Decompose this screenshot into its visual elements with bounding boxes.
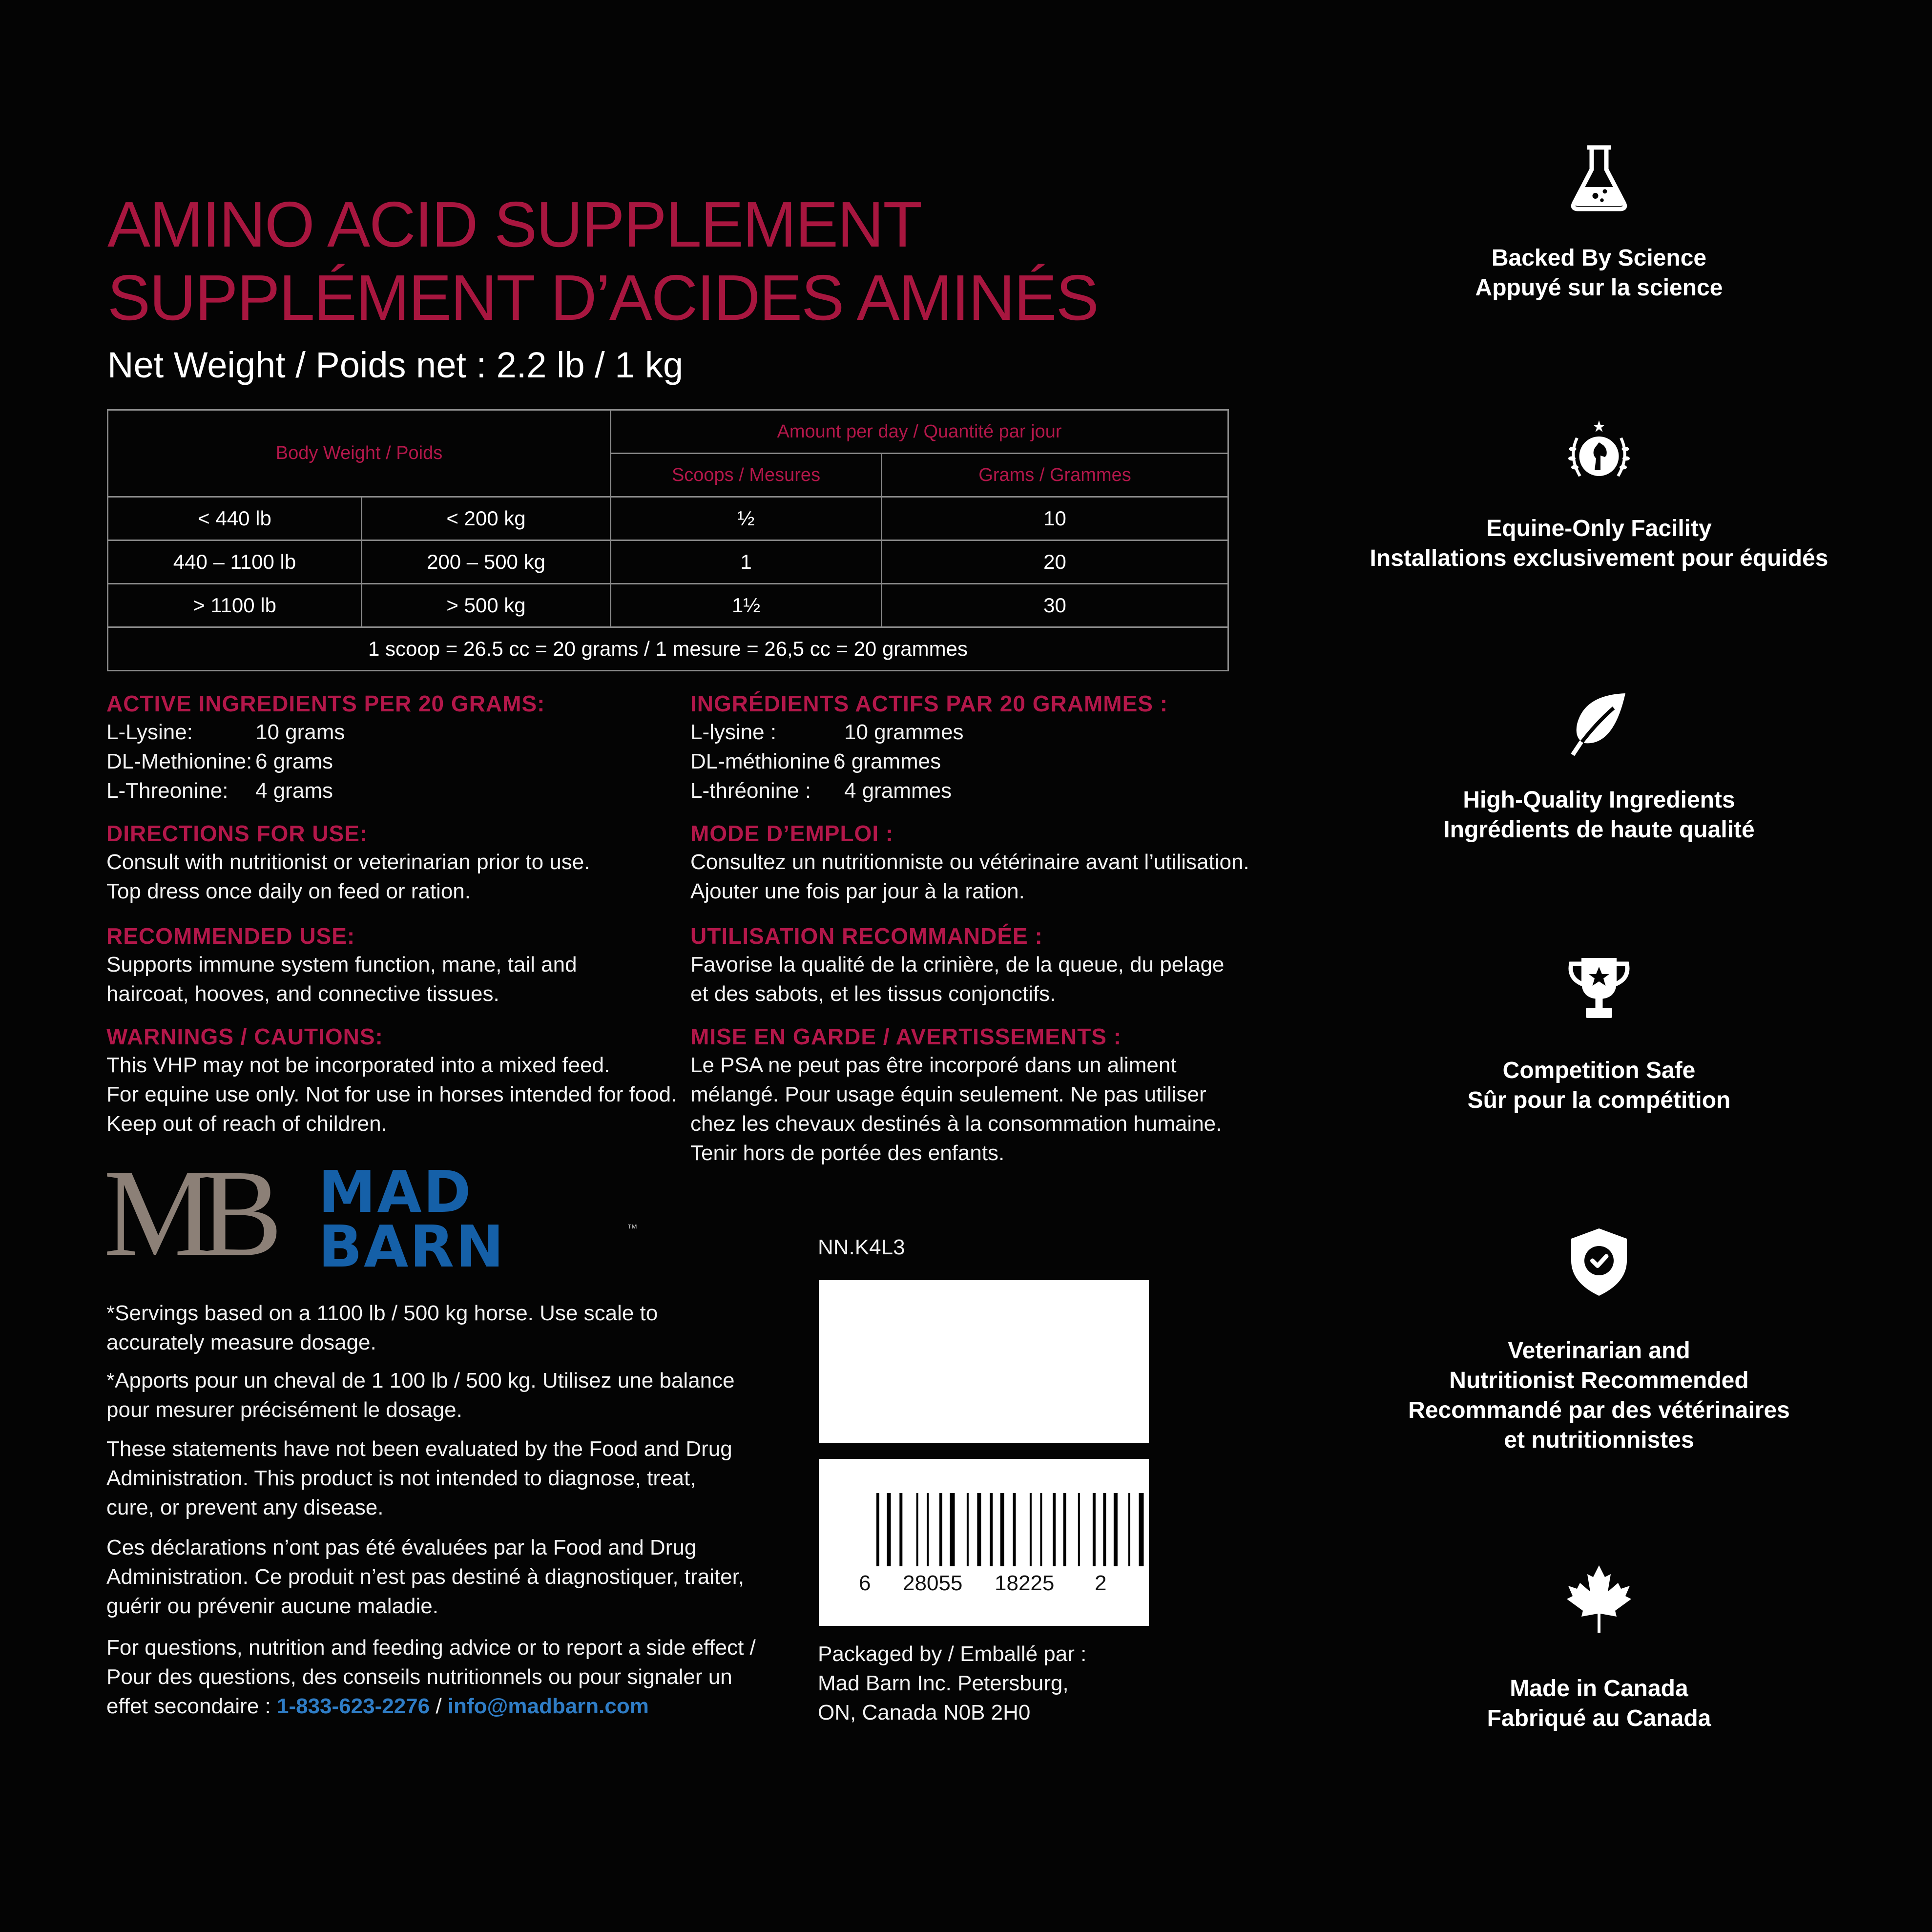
ingredient-row [690,776,1267,806]
logo-wordmark [318,1158,505,1280]
barcode-digit-group: 6 [859,1571,871,1595]
feature-title-fr: et nutritionnistes [1504,1427,1694,1453]
feature-title-en: Nutritionist Recommended [1449,1368,1749,1393]
contact-line: For questions, nutrition and feeding advice or to report a side effect / [106,1636,756,1660]
barcode-digit-group: 18225 [995,1571,1055,1595]
servings-note [106,1299,790,1357]
feature-equine-facility [1318,514,1880,573]
grams-cell: 30 [882,584,1228,627]
shield-check-icon [1562,1221,1636,1294]
body-weight-header: Body Weight / Poids [108,410,611,497]
scoops-cell: ½ [611,497,882,540]
warnings-line: For equine use only. Not for use in horses intended for food. [106,1082,677,1106]
barcode-bar [977,1493,981,1566]
directions-line: Ajouter une fois par jour à la ration. [690,879,1025,903]
flask-icon [1562,142,1636,215]
grams-cell: 20 [882,540,1228,584]
npn-code: NN.K4L3 [818,1235,905,1259]
barcode-bar [967,1493,969,1566]
fda-line: Administration. Ce produit n’est pas destiné à diagnostiquer, traiter, [106,1565,745,1589]
recommended-line: Favorise la qualité de la crinière, de la queue, du pelage [690,953,1225,976]
barcode-bar [1063,1493,1066,1566]
weight-kg-cell: 200 – 500 kg [362,540,611,584]
servings-line: accurately measure dosage. [106,1330,376,1354]
ingredient-amount: 10 grams [255,720,345,744]
packaged-by [818,1640,1160,1727]
barcode-digit-group: 28055 [903,1571,963,1595]
trophy-icon [1562,952,1636,1025]
table-row [108,540,1228,584]
grams-cell: 10 [882,497,1228,540]
active-ingredients-heading-fr: INGRÉDIENTS ACTIFS PAR 20 GRAMMES : [690,691,1168,716]
warnings-heading-fr: MISE EN GARDE / AVERTISSEMENTS : [690,1024,1122,1049]
barcode-bar [1093,1493,1096,1566]
recommended-use-heading: RECOMMENDED USE: [106,923,355,949]
email-link[interactable]: info@madbarn.com [447,1694,649,1718]
scoops-header: Scoops / Mesures [611,454,882,497]
warnings-line: Le PSA ne peut pas être incorporé dans un aliment [690,1053,1177,1077]
feature-vet-recommended [1318,1336,1880,1455]
barcode-bar [939,1493,942,1566]
logo-word-mad: MAD [318,1158,473,1226]
fda-line: Ces déclarations n’ont pas été évaluées par la Food and Drug [106,1536,697,1559]
servings-line: *Servings based on a 1100 lb / 500 kg horse. Use scale to [106,1301,658,1325]
barcode-bar [1030,1493,1032,1566]
amount-header: Amount per day / Quantité par jour [611,410,1228,454]
weight-lb-cell: < 440 lb [108,497,362,540]
directions-heading: DIRECTIONS FOR USE: [106,821,368,846]
weight-lb-cell: 440 – 1100 lb [108,540,362,584]
barcode-bar [1040,1493,1042,1566]
feature-title-en: Veterinarian and [1508,1338,1690,1364]
title-french: SUPPLÉMENT D’ACIDES AMINÉS [107,262,1098,333]
scoops-cell: 1½ [611,584,882,627]
fda-line: cure, or prevent any disease. [106,1496,384,1519]
contact-line [106,1692,790,1721]
feature-competition-safe [1318,1056,1880,1115]
contact-info [106,1633,790,1721]
feature-title-fr: Fabriqué au Canada [1487,1705,1711,1731]
table-row [108,497,1228,540]
fda-line: These statements have not been evaluated by the Food and Drug [106,1437,732,1461]
feature-title-fr: Appuyé sur la science [1475,275,1723,301]
feature-ingredients [1318,785,1880,845]
feature-title-fr: Installations exclusivement pour équidés [1370,545,1828,571]
dosage-table [107,409,1229,671]
recommended-line: Supports immune system function, mane, tail and [106,953,577,976]
feature-made-in-canada [1318,1674,1880,1733]
mad-barn-logo [104,1144,638,1282]
ingredient-name: DL-méthionine : [690,749,842,773]
directions-line: Consultez un nutritionniste ou vétérinaire avant l’utilisation. [690,850,1249,874]
warnings-line: Keep out of reach of children. [106,1112,387,1136]
ingredient-name: L-Threonine: [106,779,229,803]
barcode-digit-group: 2 [1095,1571,1107,1595]
apports-line: *Apports pour un cheval de 1 100 lb / 500 kg. Utilisez une balance [106,1369,735,1392]
directions-heading-fr: MODE D’EMPLOI : [690,821,894,846]
english-info-column [106,689,683,1139]
warnings-line: Tenir hors de portée des enfants. [690,1141,1005,1165]
ingredient-name: DL-Methionine: [106,749,252,773]
apports-line: pour mesurer précisément le dosage. [106,1398,462,1422]
ingredient-amount: 10 grammes [844,720,964,744]
ingredient-amount: 6 grammes [833,749,941,773]
barcode-bar [1013,1493,1016,1566]
barcode-bar [916,1493,918,1566]
weight-lb-cell: > 1100 lb [108,584,362,627]
weight-kg-cell: > 500 kg [362,584,611,627]
barcode-bar [1114,1493,1118,1566]
phone-link[interactable]: 1-833-623-2276 [276,1694,430,1718]
warnings-heading: WARNINGS / CAUTIONS: [106,1024,383,1049]
feature-title-fr: Sûr pour la compétition [1467,1087,1731,1113]
lot-label-box [819,1280,1149,1443]
barcode-bar [1053,1493,1056,1566]
active-ingredients-heading: ACTIVE INGREDIENTS PER 20 GRAMS: [106,691,545,716]
trademark-symbol: ™ [627,1222,638,1234]
barcode-bar [1103,1493,1106,1566]
net-weight: Net Weight / Poids net : 2.2 lb / 1 kg [107,345,684,385]
contact-line: Pour des questions, des conseils nutritionnels ou pour signaler un [106,1665,732,1689]
fda-line: guérir ou prévenir aucune maladie. [106,1594,438,1618]
french-info-column [690,689,1267,1168]
scoop-footnote: 1 scoop = 26.5 cc = 20 grams / 1 mesure = 26,5 cc = 20 grammes [108,627,1228,671]
ingredient-name: L-lysine : [690,720,777,744]
feature-title-fr: Ingrédients de haute qualité [1443,817,1755,843]
contact-separator: / [436,1694,442,1718]
barcode-bar [899,1493,902,1566]
ingredient-name: L-Lysine: [106,720,193,744]
apports-note [106,1366,790,1425]
fda-disclaimer-en [106,1434,790,1522]
barcode-bar [876,1493,879,1566]
feature-title-en: Made in Canada [1510,1676,1688,1702]
ingredient-name: L-thréonine : [690,779,811,803]
table-row [108,584,1228,627]
recommended-use-heading-fr: UTILISATION RECOMMANDÉE : [690,923,1043,949]
barcode-bar [990,1493,993,1566]
directions-line: Consult with nutritionist or veterinarian prior to use. [106,850,590,874]
leaf-icon [1562,687,1636,761]
title-english: AMINO ACID SUPPLEMENT [107,188,921,260]
ingredient-amount: 4 grammes [844,779,952,803]
contact-label: effet secondaire : [106,1694,271,1718]
barcode-bars [819,1459,1149,1571]
barcode-bar [1078,1493,1080,1566]
barcode-bar [1128,1493,1130,1566]
warnings-line: This VHP may not be incorporated into a mixed feed. [106,1053,610,1077]
logo-word-barn: BARN [318,1213,505,1280]
recommended-line: et des sabots, et les tissus conjonctifs. [690,982,1056,1006]
packaged-line: Packaged by / Emballé par : [818,1642,1087,1666]
barcode [819,1459,1149,1626]
feature-title-en: Competition Safe [1502,1058,1696,1083]
feature-science [1318,243,1880,303]
ingredient-row [690,747,1267,776]
barcode-bar [1139,1493,1144,1566]
ingredient-amount: 4 grams [255,779,333,803]
ingredient-row [106,776,683,806]
weight-kg-cell: < 200 kg [362,497,611,540]
logo-monogram: MB [104,1144,268,1282]
fda-disclaimer-fr [106,1533,790,1621]
ingredient-row [106,718,683,747]
barcode-bar [927,1493,929,1566]
feature-title-en: Backed By Science [1491,245,1707,271]
ingredient-row [690,718,1267,747]
barcode-bar [1000,1493,1004,1566]
feature-title-fr: Recommandé par des vétérinaires [1408,1397,1790,1423]
horse-laurel-icon [1562,416,1636,489]
packaged-line: ON, Canada N0B 2H0 [818,1701,1031,1724]
warnings-line: chez les chevaux destinés à la consommation humaine. [690,1112,1222,1136]
recommended-line: haircoat, hooves, and connective tissues. [106,982,499,1006]
scoops-cell: 1 [611,540,882,584]
fda-line: Administration. This product is not intended to diagnose, treat, [106,1466,696,1490]
ingredient-row [106,747,683,776]
feature-title-en: High-Quality Ingredients [1463,787,1735,813]
directions-line: Top dress once daily on feed or ration. [106,879,471,903]
warnings-line: mélangé. Pour usage équin seulement. Ne pas utiliser [690,1082,1206,1106]
barcode-bar [887,1493,891,1566]
grams-header: Grams / Grammes [882,454,1228,497]
maple-leaf-icon [1562,1558,1636,1631]
barcode-bar [950,1493,955,1566]
ingredient-amount: 6 grams [255,749,333,773]
packaged-line: Mad Barn Inc. Petersburg, [818,1671,1069,1695]
feature-title-en: Equine-Only Facility [1486,516,1712,541]
